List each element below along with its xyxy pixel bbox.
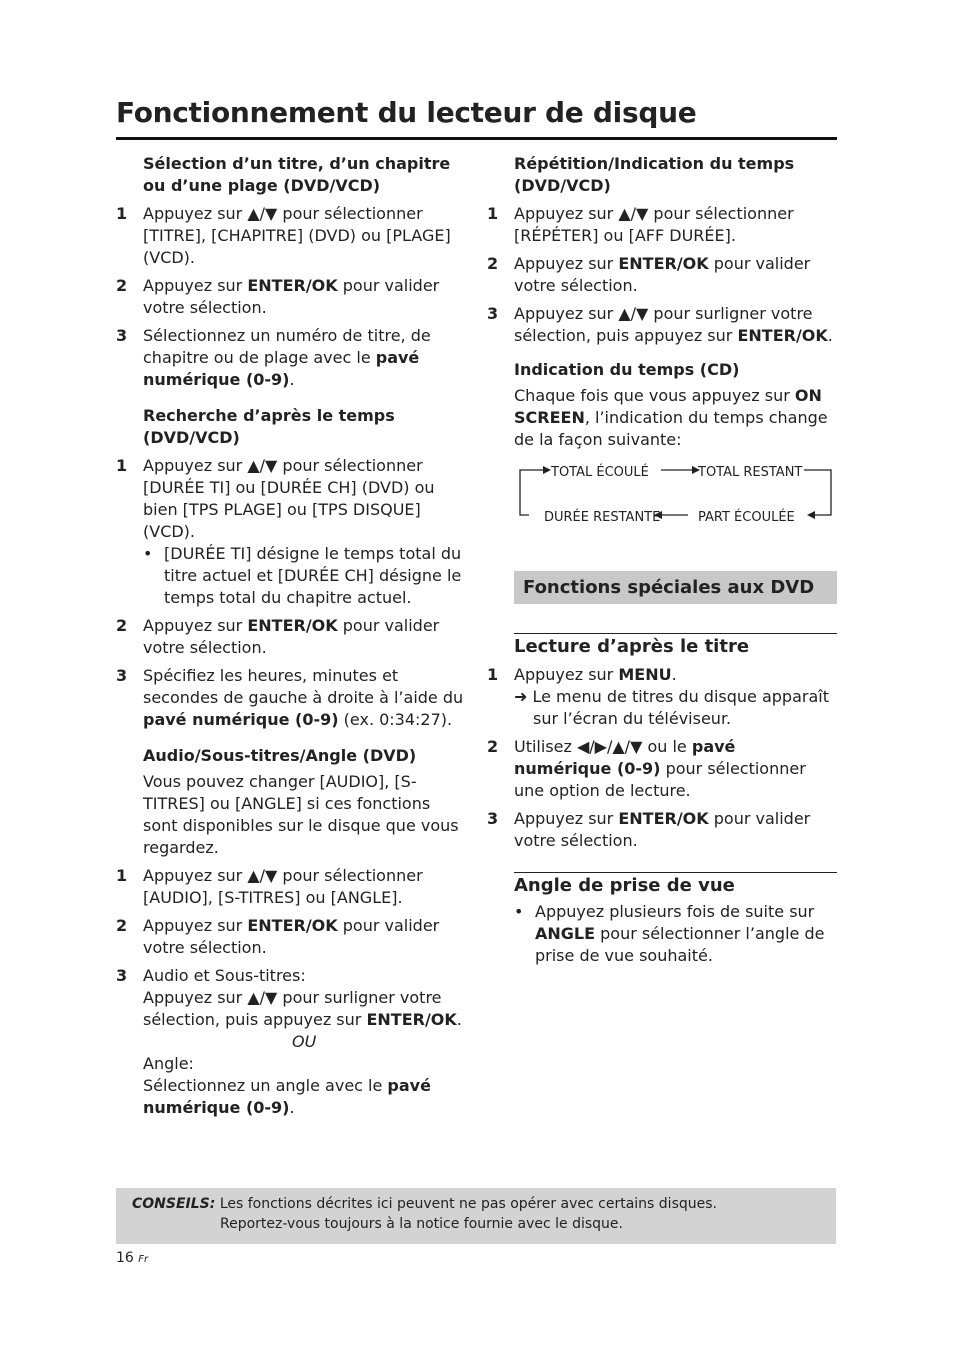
step-2 [116, 915, 466, 959]
step-text [143, 1075, 466, 1119]
step-text: Appuyez sur ▲/▼ pour sélectionner [AUDIO], [S-TITRES] ou [ANGLE]. [143, 866, 423, 907]
page-language: Fr [138, 1254, 149, 1265]
step-text-part: Appuyez sur ▲/▼ pour surligner votre sélection, puis appuyez sur [143, 988, 442, 1029]
key-label: ENTER/OK [247, 616, 338, 635]
step-2 [116, 615, 466, 659]
bullet-text: pour sélectionner l’angle de prise de vue souhaité. [535, 924, 825, 965]
section-heading: Recherche d’après le temps (DVD/VCD) [143, 406, 395, 447]
key-label: ENTER/OK [618, 254, 709, 273]
key-label: ENTER/OK [247, 276, 338, 295]
step-text: pour sélectionner une option de lecture. [514, 759, 806, 800]
section-audio-subtitle-angle [116, 745, 466, 1119]
step-2 [487, 736, 837, 802]
bullet-dot: • [143, 544, 153, 563]
step-number: 1 [116, 204, 128, 223]
step-text-part: . [289, 1098, 295, 1117]
step-3 [487, 808, 837, 852]
step-text: Appuyez sur [514, 665, 619, 684]
step-text: . [827, 326, 833, 345]
step-text: . [289, 370, 295, 389]
step-text: pour valider votre sélection. [514, 254, 811, 295]
step-text: Spécifiez les heures, minutes et secondes de gauche à droite à l’aide du [143, 666, 464, 707]
section-repeat-time-display [487, 153, 837, 347]
step-number: 1 [116, 456, 128, 475]
section-heading: Sélection d’un titre, d’un chapitre ou d’une plage (DVD/VCD) [143, 154, 451, 195]
step-3 [116, 965, 466, 1119]
step-text: pour valider votre sélection. [143, 916, 440, 957]
section-title-chapter-selection [116, 153, 466, 391]
tips-label: CONSEILS: [132, 1196, 216, 1212]
step-1 [116, 455, 466, 609]
step-2 [487, 253, 837, 297]
step-3 [116, 325, 466, 391]
step-number: 2 [116, 616, 128, 635]
step-text: Sélectionnez un numéro de titre, de chapitre ou de plage avec le [143, 326, 431, 367]
page-number [116, 1250, 148, 1266]
section-time-display-cd [487, 359, 837, 527]
step-text: Appuyez sur ▲/▼ pour sélectionner [DURÉE TI] ou [DURÉE CH] (DVD) ou bien [TPS PLAGE] ou [TPS DISQUE] (VCD). [143, 456, 435, 541]
bullet-note [514, 901, 837, 967]
tips-line-2: Reportez-vous toujours à la notice fournie avec le disque. [220, 1216, 623, 1232]
result-note: ➜ Le menu de titres du disque apparaît sur l’écran du téléviseur. [514, 687, 829, 728]
label-duration-remaining: DURÉE RESTANTE [544, 510, 661, 525]
step-1 [116, 203, 466, 269]
paragraph-text: Chaque fois que vous appuyez sur [514, 386, 795, 405]
step-number: 3 [487, 304, 499, 323]
step-text: pour valider votre sélection. [143, 616, 440, 657]
page-number-value: 16 [116, 1250, 134, 1266]
step-2 [116, 275, 466, 319]
label-part-elapsed: PART ÉCOULÉE [698, 510, 795, 525]
key-label: ANGLE [535, 924, 596, 943]
step-text: pour valider votre sélection. [143, 276, 440, 317]
key-label: ENTER/OK [618, 809, 709, 828]
step-text: Appuyez sur [143, 616, 248, 635]
step-number: 2 [487, 737, 499, 756]
step-text: Appuyez sur [143, 276, 248, 295]
label-total-elapsed: TOTAL ÉCOULÉ [551, 465, 649, 480]
step-text-part: . [456, 1010, 462, 1029]
step-1 [487, 664, 837, 730]
step-text: Angle: [143, 1054, 194, 1073]
section-time-search [116, 405, 466, 731]
key-label: pavé numérique (0-9) [143, 710, 339, 729]
key-label: ENTER/OK [366, 1010, 457, 1029]
step-number: 3 [116, 666, 128, 685]
key-label: ON SCREEN [514, 386, 822, 427]
subsection-heading-camera-angle: Angle de prise de vue [514, 872, 837, 897]
section-heading: Indication du temps (CD) [514, 360, 740, 379]
bullet-dot: • [514, 902, 524, 921]
step-text: Appuyez sur [143, 916, 248, 935]
step-text: Utilisez ◀/▶/▲/▼ ou le [514, 737, 692, 756]
section-paragraph [514, 385, 837, 451]
bullet-text: [DURÉE TI] désigne le temps total du titre actuel et [DURÉE CH] désigne le temps total du chapitre actuel. [164, 544, 462, 607]
step-text-part: Sélectionnez un angle avec le [143, 1076, 388, 1095]
step-text [143, 987, 466, 1031]
label-total-remaining: TOTAL RESTANT [698, 465, 803, 480]
step-number: 1 [487, 204, 499, 223]
step-text: Appuyez sur ▲/▼ pour surligner votre sélection, puis appuyez sur [514, 304, 813, 345]
step-number: 2 [487, 254, 499, 273]
step-number: 2 [116, 276, 128, 295]
title-rule [116, 137, 837, 140]
subsection-heading-title-playback: Lecture d’après le titre [514, 633, 837, 658]
tips-line-1 [132, 1196, 717, 1212]
key-label: MENU [618, 665, 672, 684]
section-heading: Audio/Sous-titres/Angle (DVD) [143, 746, 417, 765]
section-band-dvd-features: Fonctions spéciales aux DVD [514, 571, 837, 604]
key-label: pavé numérique (0-9) [143, 1076, 431, 1117]
step-1 [487, 203, 837, 247]
step-text: Audio et Sous-titres: [143, 966, 306, 985]
or-separator: OU [292, 1032, 317, 1051]
step-3 [116, 665, 466, 731]
step-number: 3 [487, 809, 499, 828]
tips-box [116, 1188, 836, 1244]
right-column [487, 153, 837, 967]
step-1 [116, 865, 466, 909]
step-3 [487, 303, 837, 347]
tips-text: Les fonctions décrites ici peuvent ne pas opérer avec certains disques. [219, 1196, 717, 1212]
step-text: Appuyez sur ▲/▼ pour sélectionner [TITRE], [CHAPITRE] (DVD) ou [PLAGE] (VCD). [143, 204, 451, 267]
step-number: 1 [487, 665, 499, 684]
time-display-cycle-diagram [514, 457, 837, 527]
key-label: pavé numérique (0-9) [514, 737, 736, 778]
step-number: 3 [116, 966, 128, 985]
key-label: pavé numérique (0-9) [143, 348, 420, 389]
step-number: 1 [116, 866, 128, 885]
step-number: 2 [116, 916, 128, 935]
page-title: Fonctionnement du lecteur de disque [116, 96, 697, 129]
step-text: Appuyez sur [514, 254, 619, 273]
step-text: pour valider votre sélection. [514, 809, 811, 850]
step-text: Appuyez sur [514, 809, 619, 828]
section-paragraph: Vous pouvez changer [AUDIO], [S-TITRES] ou [ANGLE] si ces fonctions sont disponibles sur le disque que vous regardez. [143, 772, 459, 857]
step-text: . [671, 665, 677, 684]
bullet-note [143, 543, 466, 609]
key-label: ENTER/OK [737, 326, 828, 345]
step-number: 3 [116, 326, 128, 345]
section-heading: Répétition/Indication du temps (DVD/VCD) [514, 154, 795, 195]
step-text: (ex. 0:34:27). [338, 710, 453, 729]
bullet-text: Appuyez plusieurs fois de suite sur [535, 902, 815, 921]
left-column [116, 153, 466, 1129]
step-text: Appuyez sur ▲/▼ pour sélectionner [RÉPÉTER] ou [AFF DURÉE]. [514, 204, 794, 245]
key-label: ENTER/OK [247, 916, 338, 935]
paragraph-text: , l’indication du temps change de la façon suivante: [514, 408, 828, 449]
